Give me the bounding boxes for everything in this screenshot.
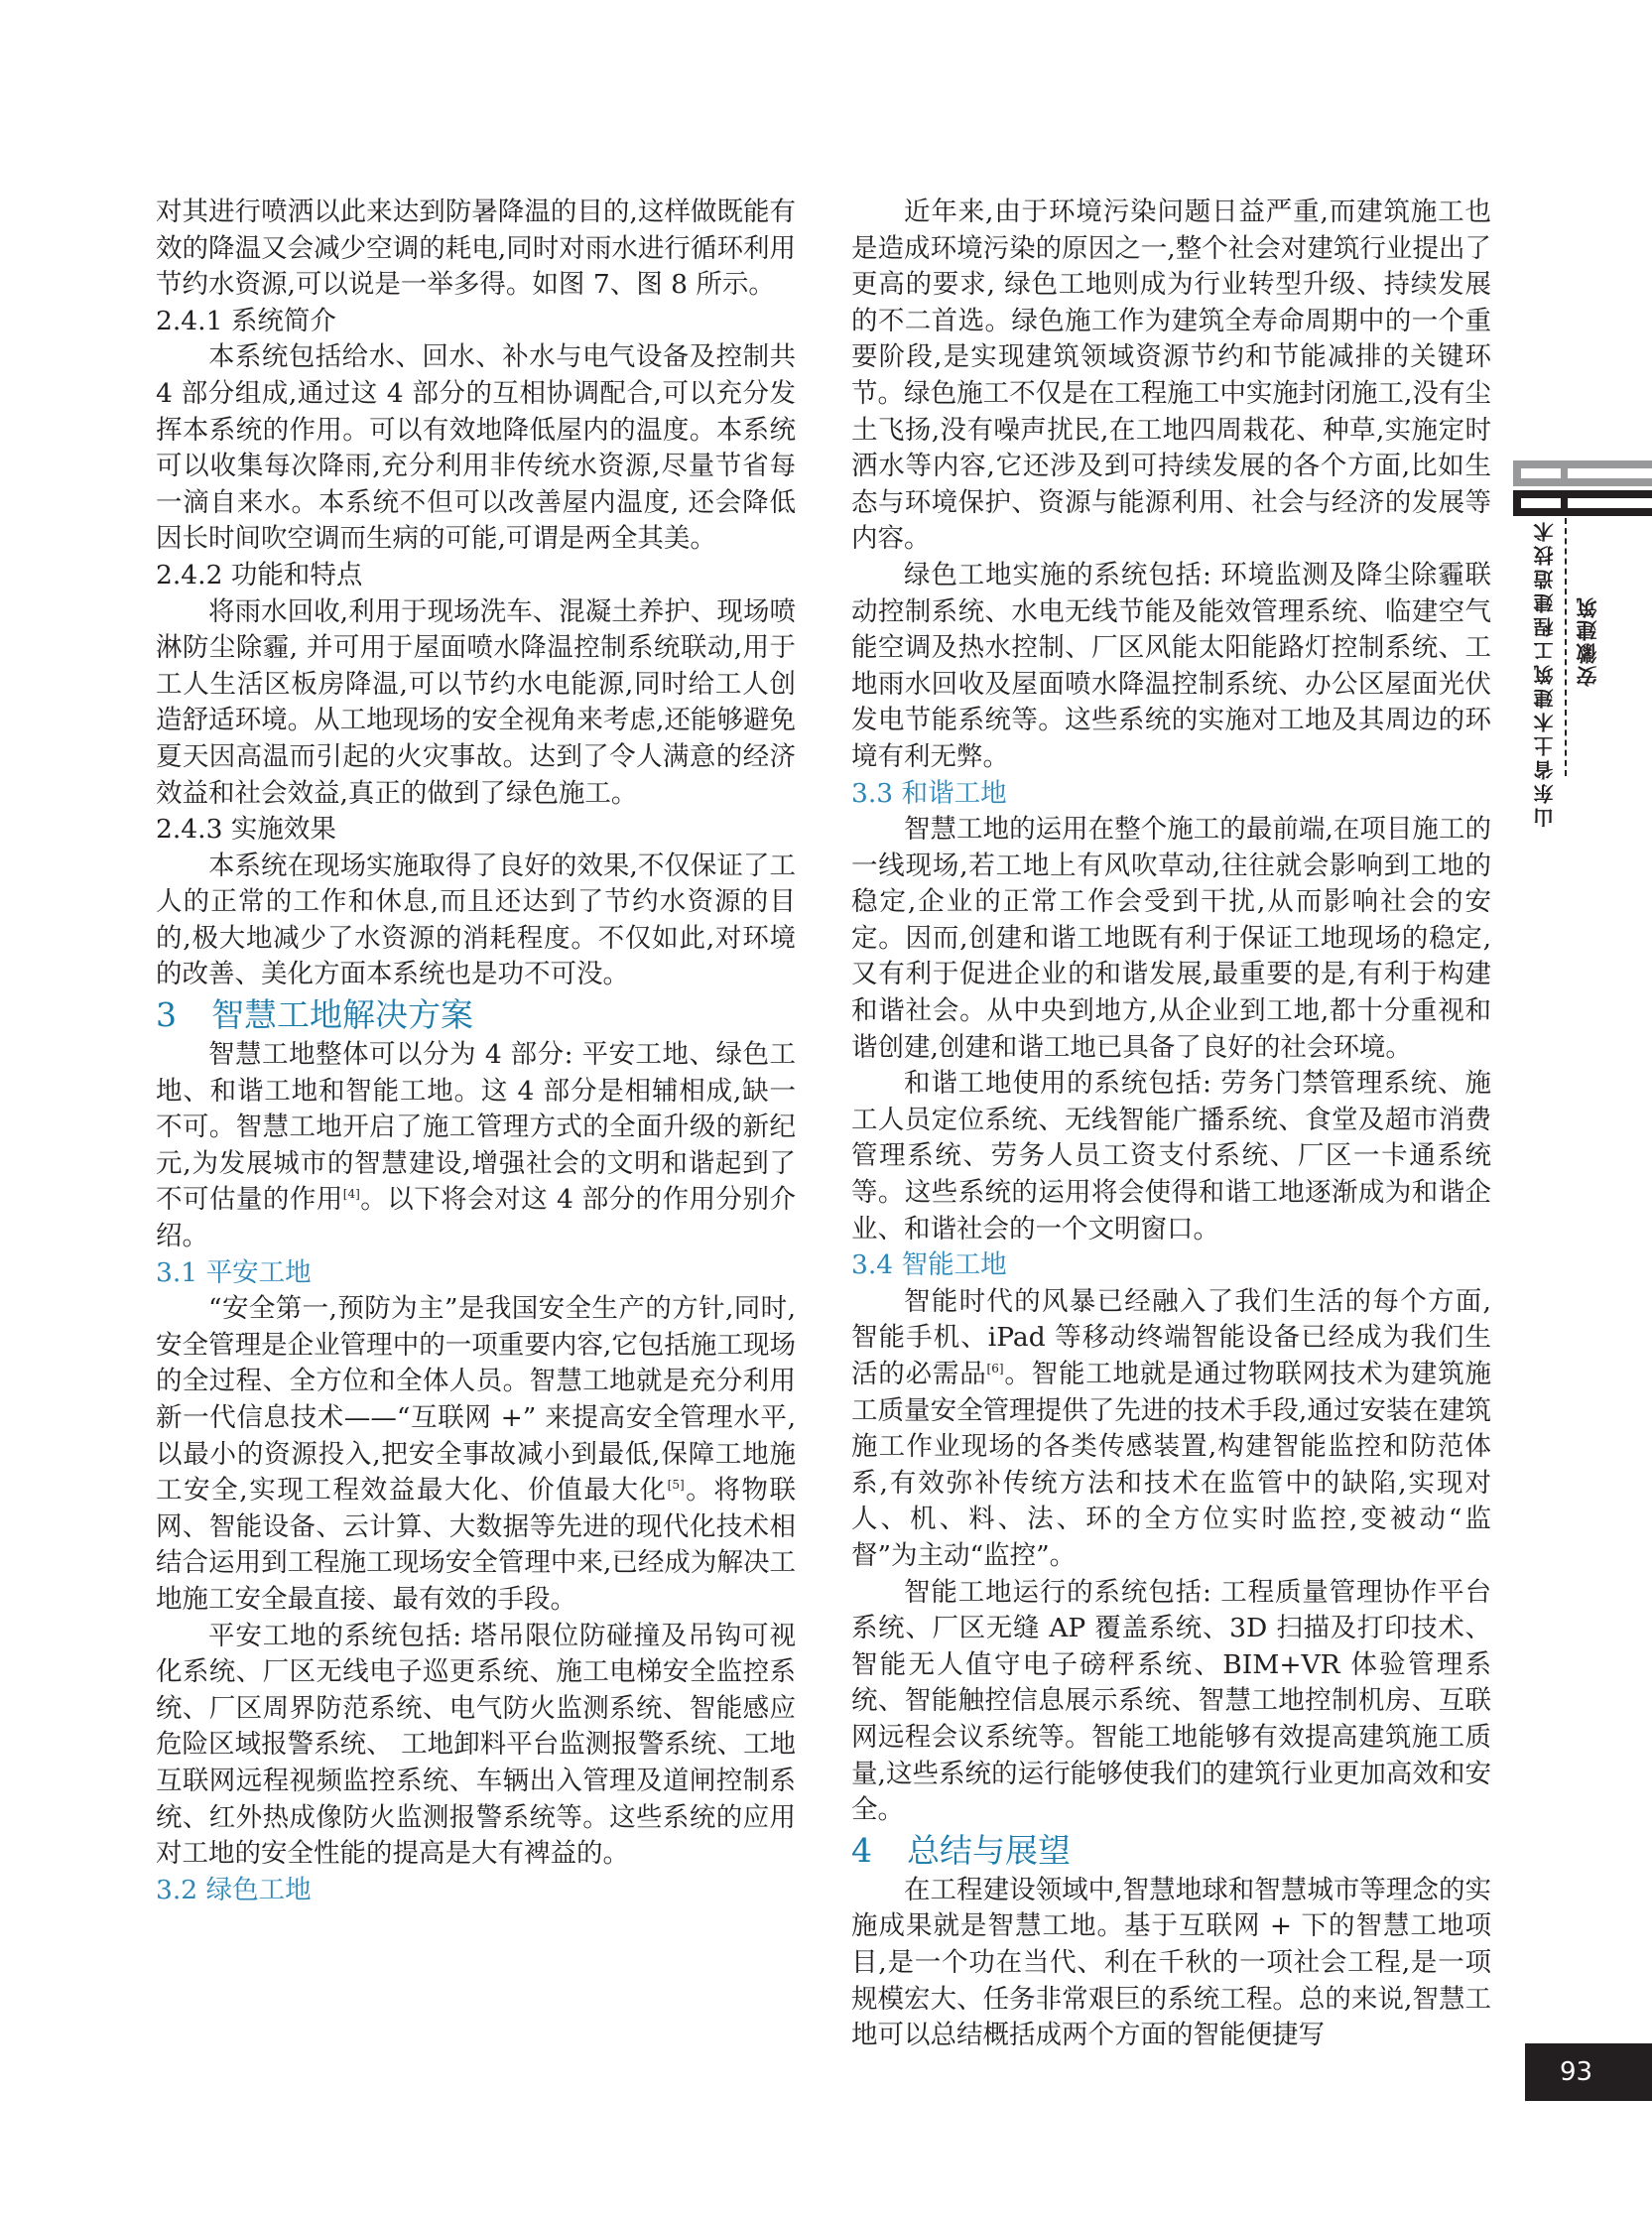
journal-logo-bar-gray — [1513, 460, 1652, 486]
logo-slot — [1521, 468, 1561, 478]
subsection-heading-3-2: 3.2 绿色工地 — [156, 1874, 312, 1905]
journal-vertical-label: 安徽建筑 — [1576, 595, 1599, 687]
page-number: 93 — [1525, 2043, 1652, 2101]
publisher-vertical-label: 山东省土木建筑工程建造技术 — [1533, 518, 1557, 828]
logo-slot — [1521, 498, 1561, 508]
chapter-title: 总结与展望 — [907, 1830, 1071, 1870]
journal-logo-bar-black — [1513, 490, 1652, 516]
citation-ref: [4] — [342, 1187, 360, 1202]
body-paragraph: 对其进行喷洒以此来达到防暑降温的目的,这样做既能有效的降温又会减少空调的耗电,同时对雨水进行循环利用节约水资源,可以说是一举多得。如图 7、图 8 所示。 — [156, 196, 796, 301]
right-column — [851, 195, 1491, 2054]
body-paragraph: 在工程建设领域中,智慧地球和智慧城市等理念的实施成果就是智慧工地。基于互联网 + 下的智慧工地项目,是一个功在当代、利在千秋的一项社会工程,是一项规模宏大、任务非常艰巨的系统工程。总的来说,智慧工地可以总结概括成两个方面的智能便捷写 — [851, 1874, 1491, 2051]
subsection-heading-3-3: 3.3 和谐工地 — [851, 777, 1007, 809]
dashed-divider — [1565, 518, 1567, 776]
citation-ref: [5] — [667, 1478, 685, 1493]
text-span: 智能时代的风暴已经融入了我们生活的每个方面, 智能手机、iPad 等移动终端智能设备已经成为我们生活的必需品 — [851, 1285, 1491, 1389]
body-paragraph: 本系统包括给水、回水、补水与电气设备及控制共 4 部分组成,通过这 4 部分的互相协调配合,可以充分发挥本系统的作用。可以有效地降低屋内的温度。本系统可以收集每次降雨,充分利用非传统水资源,尽量节省每一滴自来水。本系统不但可以改善屋内温度, 还会降低因长时间吹空调而生病的可能,可谓是两全其美。 — [156, 341, 796, 555]
section-heading-2-4-3: 2.4.3 实施效果 — [156, 814, 336, 846]
subsection-heading-3-1: 3.1 平安工地 — [156, 1256, 312, 1288]
chapter-heading-3 — [156, 993, 796, 1037]
logo-slot — [1568, 498, 1652, 508]
body-paragraph: 将雨水回收,利用于现场洗车、混凝土养护、现场喷淋防尘除霾, 并可用于屋面喷水降温控制系统联动,用于工人生活区板房降温,可以节约水电能源,同时给工人创造舒适环境。从工地现场的安全视角来考虑,还能够避免夏天因高温而引起的火灾事故。达到了令人满意的经济效益和社会效益,真正的做到了绿色施工。 — [156, 595, 796, 809]
text-span: 智慧工地整体可以分为 4 部分: 平安工地、绿色工地、和谐工地和智能工地。这 4 部分是相辅相成,缺一不可。智慧工地开启了施工管理方式的全面升级的新纪元,为发展城市的智慧建设,增强社会的文明和谐起到了不可估量的作用 — [156, 1039, 796, 1216]
body-paragraph — [156, 1291, 796, 1618]
section-heading-2-4-1: 2.4.1 系统简介 — [156, 305, 336, 336]
body-paragraph: 平安工地的系统包括: 塔吊限位防碰撞及吊钩可视化系统、厂区无线电子巡更系统、施工电梯安全监控系统、厂区周界防范系统、电气防火监测系统、智能感应危险区域报警系统、 工地卸料平台监测报警系统、工地互联网远程视频监控系统、车辆出入管理及道闸控制系统、红外热成像防火监测报警系统等。这些系统的应用对工地的安全性能的提高是大有裨益的。 — [156, 1620, 796, 1870]
chapter-number: 3 — [156, 995, 177, 1035]
body-paragraph: 绿色工地实施的系统包括: 环境监测及降尘除霾联动控制系统、水电无线节能及能效管理系统、临建空气能空调及热水控制、厂区风能太阳能路灯控制系统、工地雨水回收及屋面喷水降温控制系统、办公区屋面光伏发电节能系统等。这些系统的实施对工地及其周边的环境有利无弊。 — [851, 559, 1491, 772]
text-span: 。以下将会对这 4 部分的作用分别介绍。 — [156, 1184, 796, 1252]
body-paragraph: 智能工地运行的系统包括: 工程质量管理协作平台系统、厂区无缝 AP 覆盖系统、3D 扫描及打印技术、智能无人值守电子磅秤系统、BIM+VR 体验管理系统、智能触控信息展示系统、智慧工地控制机房、互联网远程会议系统等。智能工地能够有效提高建筑施工质量,这些系统的运行能够使我们的建筑行业更加高效和安全。 — [851, 1576, 1491, 1826]
chapter-heading-4 — [851, 1829, 1491, 1873]
text-span: “安全第一,预防为主”是我国安全生产的方针,同时,安全管理是企业管理中的一项重要内容,它包括施工现场的全过程、全方位和全体人员。智慧工地就是充分利用新一代信息技术——“互联网 +” 来提高安全管理水平,以最小的资源投入,把安全事故减小到最低,保障工地施工安全,实现工程效益最大化、价值最大化 — [156, 1293, 796, 1506]
chapter-number: 4 — [851, 1830, 872, 1870]
body-paragraph: 和谐工地使用的系统包括: 劳务门禁管理系统、施工人员定位系统、无线智能广播系统、食堂及超市消费管理系统、劳务人员工资支付系统、厂区一卡通系统等。这些系统的运用将会使得和谐工地逐渐成为和谐企业、和谐社会的一个文明窗口。 — [851, 1068, 1491, 1244]
subsection-heading-3-4: 3.4 智能工地 — [851, 1249, 1007, 1281]
body-paragraph: 智慧工地的运用在整个施工的最前端,在项目施工的一线现场,若工地上有风吹草动,往往就会影响到工地的稳定,企业的正常工作会受到干扰,从而影响社会的安定。因而,创建和谐工地既有利于保证工地现场的稳定,又有利于促进企业的和谐发展,最重要的是,有利于构建和谐社会。从中央到地方,从企业到工地,都十分重视和谐创建,创建和谐工地已具备了良好的社会环境。 — [851, 814, 1491, 1063]
body-paragraph — [156, 1037, 796, 1255]
citation-ref: [6] — [986, 1362, 1004, 1376]
left-column — [156, 195, 796, 1908]
chapter-title: 智慧工地解决方案 — [211, 995, 473, 1035]
text-span: 。将物联网、智能设备、云计算、大数据等先进的现代化技术相结合运用到工程施工现场安全管理中来,已经成为解决工地施工安全最直接、最有效的手段。 — [156, 1475, 796, 1615]
text-span: 。智能工地就是通过物联网技术为建筑施工质量安全管理提供了先进的技术手段,通过安装在建筑施工作业现场的各类传感装置,构建智能监控和防范体系,有效弥补传统方法和技术在监管中的缺陷,实现对人、机、料、法、环的全方位实时监控,变被动“监督”为主动“监控”。 — [851, 1359, 1492, 1571]
body-paragraph — [851, 1284, 1491, 1575]
body-paragraph: 近年来,由于环境污染问题日益严重,而建筑施工也是造成环境污染的原因之一,整个社会对建筑行业提出了更高的要求, 绿色工地则成为行业转型升级、持续发展的不二首选。绿色施工作为建筑全寿命周期中的一个重要阶段,是实现建筑领域资源节约和节能减排的关键环节。绿色施工不仅是在工程施工中实施封闭施工,没有尘土飞扬,没有噪声扰民,在工地四周栽花、种草,实施定时洒水等内容,它还涉及到可持续发展的各个方面,比如生态与环境保护、资源与能源利用、社会与经济的发展等内容。 — [851, 196, 1491, 555]
body-paragraph: 本系统在现场实施取得了良好的效果,不仅保证了工人的正常的工作和休息,而且还达到了节约水资源的目的,极大地减少了水资源的消耗程度。不仅如此,对环境的改善、美化方面本系统也是功不可没。 — [156, 850, 796, 990]
logo-slot — [1568, 468, 1652, 478]
section-heading-2-4-2: 2.4.2 功能和特点 — [156, 559, 363, 590]
